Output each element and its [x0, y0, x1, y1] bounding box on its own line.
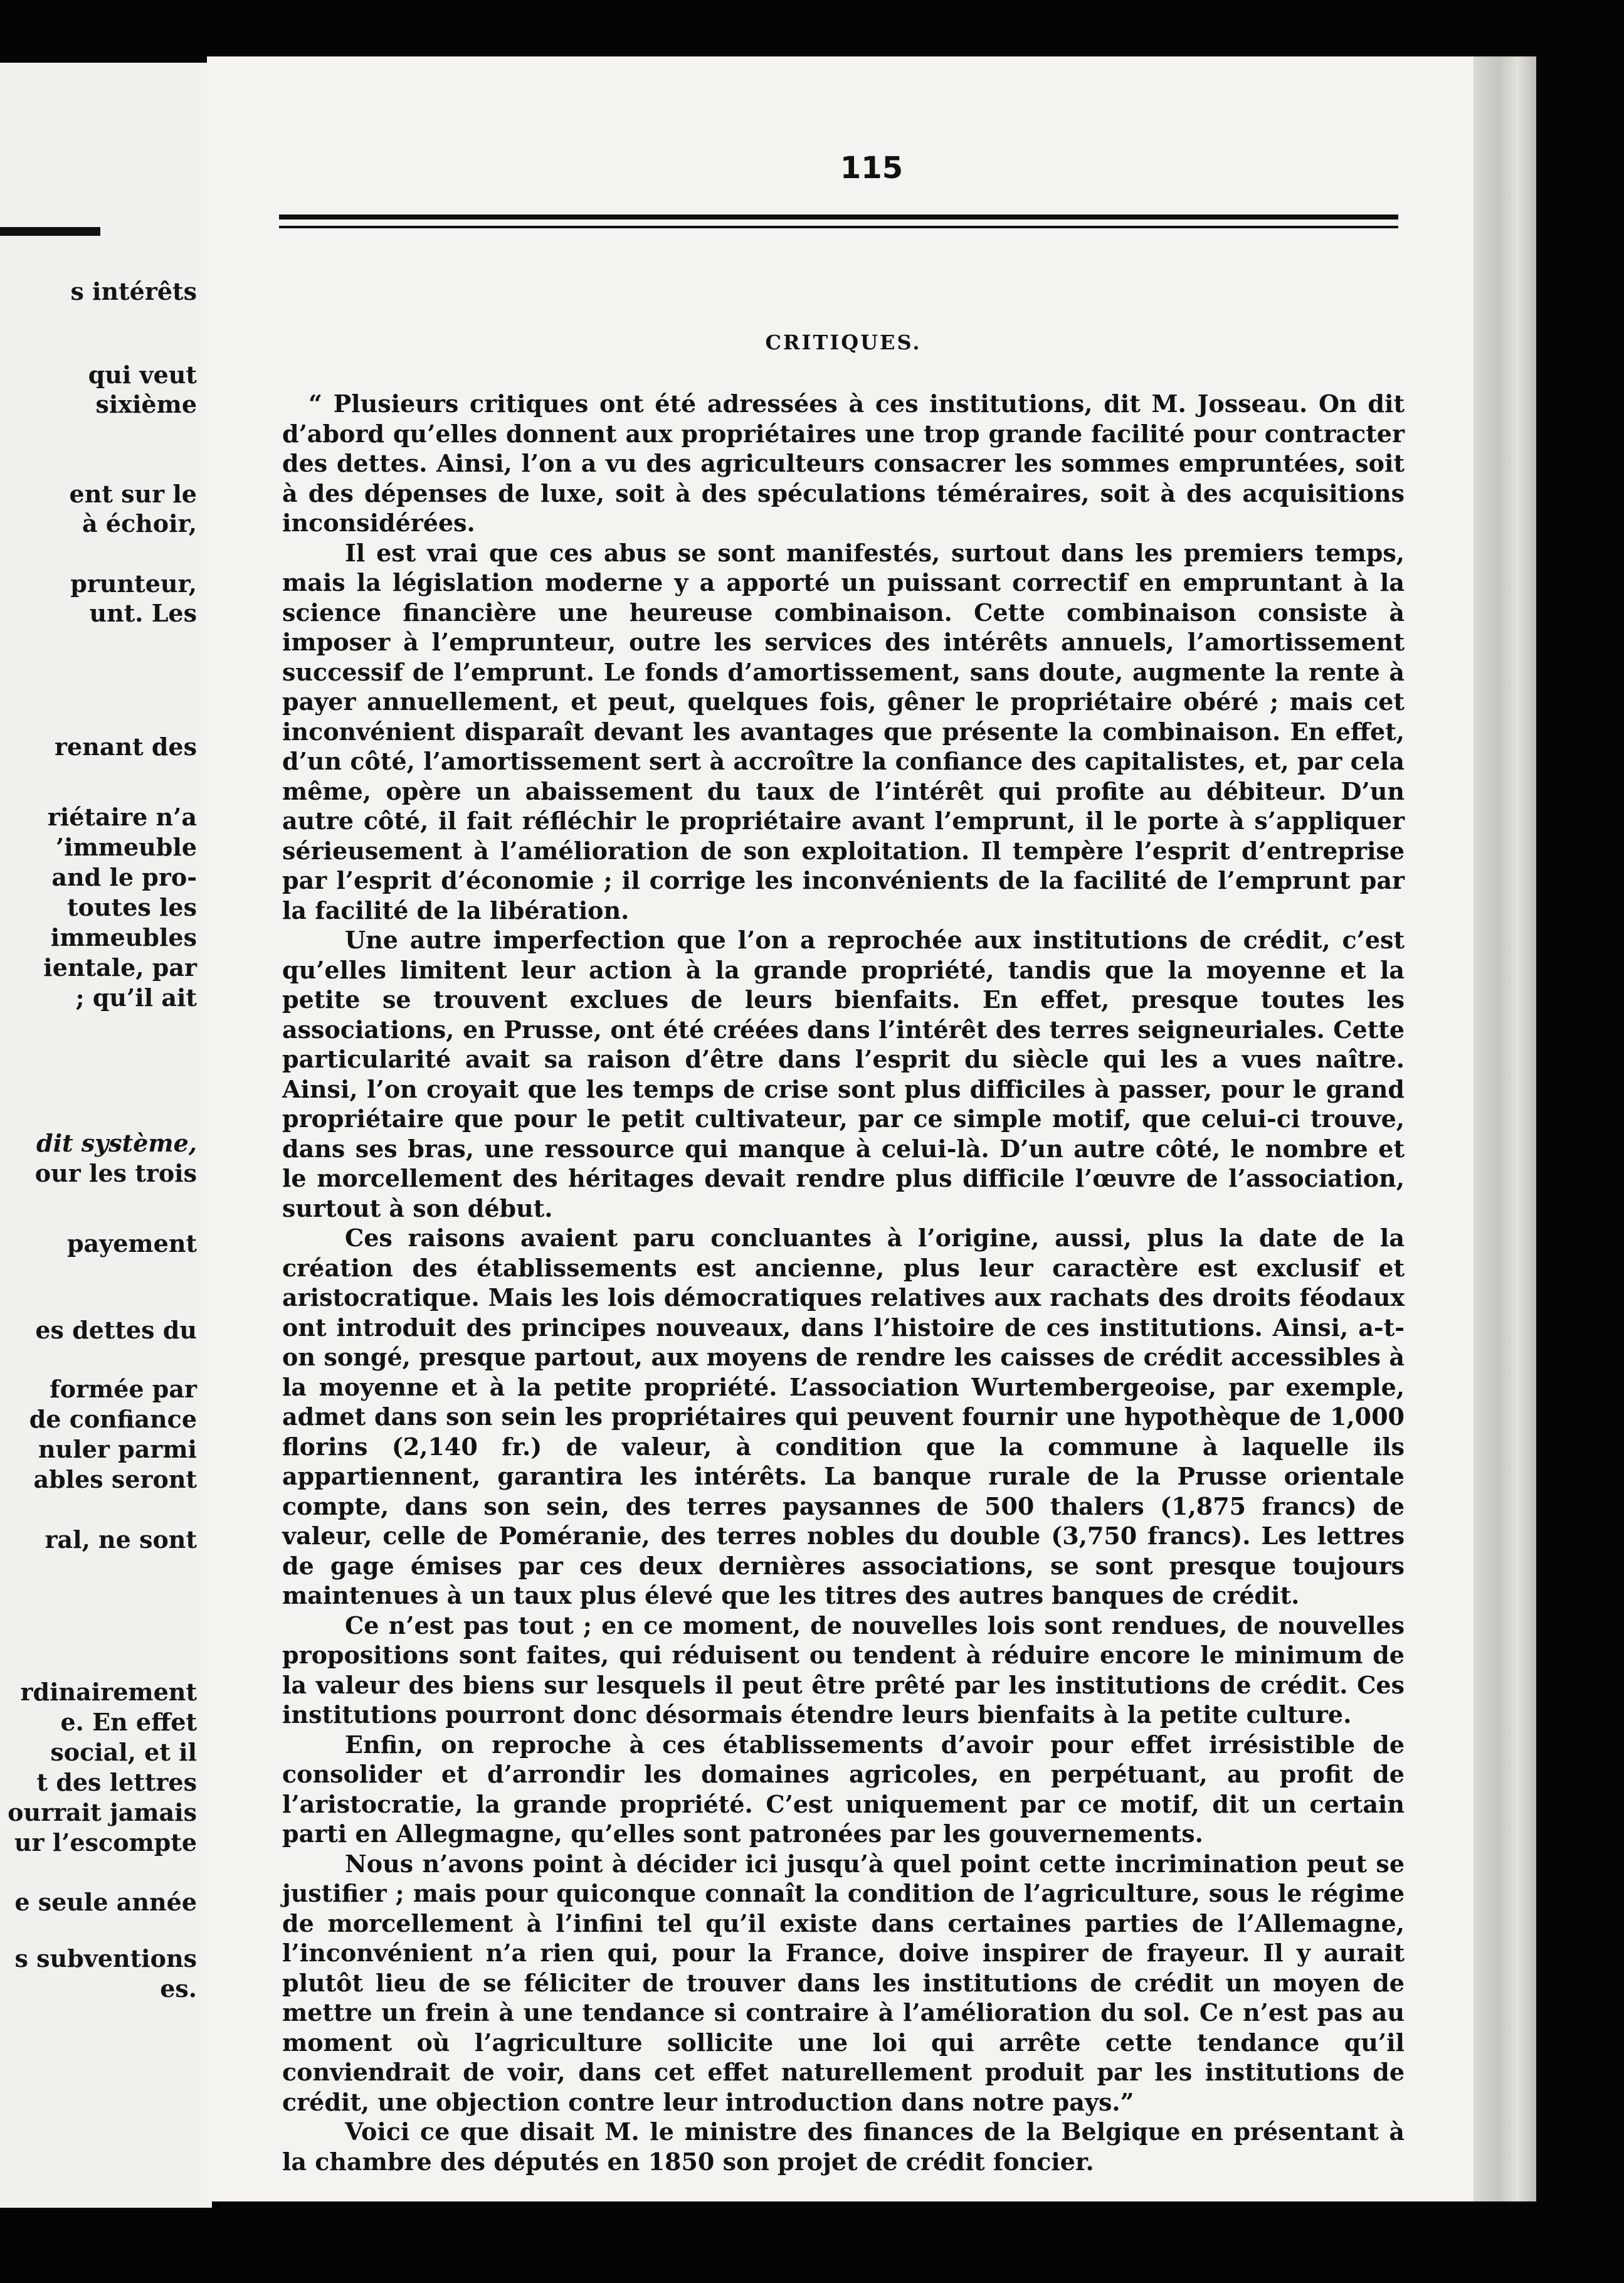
- page-edge-shadow: [1474, 56, 1536, 2201]
- text-fragment: riétaire n’a: [47, 803, 197, 831]
- text-fragment: à échoir,: [82, 509, 197, 538]
- text-fragment: e. En effet: [60, 1708, 197, 1736]
- paragraph: Nous n’avons point à décider ici jusqu’à quel point cette incrimination peut se justifier ; mais pour quiconque connaît la condition de l’agriculture, sous le régime de morcellement à l’infini tel qu’il existe dans certaines parties de l’Allemagne, l’inconvénient n’a rien qui, pour la France, doive inspirer de frayeur. Il y aurait plutôt lieu de se féliciter de trouver dans les institutions de crédit un moyen de mettre un frein à une tendance si contraire à l’amélioration du sol. Ce n’est pas au moment où l’agriculture sollicite une loi qui arrête cette tendance qu’il conviendrait de voir, dans cet effet naturellement produit par les institutions de crédit, une objection contre leur introduction dans notre pays.”: [282, 1849, 1405, 2116]
- text-fragment: es.: [160, 1974, 197, 2003]
- text-fragment: sixième: [95, 390, 197, 418]
- text-fragment: ur l’escompte: [14, 1828, 197, 1857]
- text-fragment: renant des: [55, 733, 197, 761]
- paragraph: “ Plusieurs critiques ont été adressées à ces institutions, dit M. Josseau. On dit d’abord qu’elles donnent aux propriétaires une trop grande facilité pour contracter des dettes. Ainsi, l’on a vu des agriculteurs consacrer les sommes empruntées, soit à des dépenses de luxe, soit à des spéculations téméraires, soit à des acquisitions inconsidérées.: [282, 389, 1405, 537]
- header-rule: [279, 215, 1398, 228]
- text-fragment: immeubles: [50, 923, 197, 951]
- text-fragment: our les trois: [34, 1159, 197, 1187]
- previous-page-fragment: [0, 63, 212, 2208]
- text-fragment: qui veut: [88, 361, 197, 389]
- text-fragment: ourrait jamais: [8, 1798, 197, 1826]
- text-fragment: de confiance: [29, 1405, 197, 1433]
- text-fragment: s subventions: [14, 1944, 197, 1973]
- paragraph: Ces raisons avaient paru concluantes à l’origine, aussi, plus la date de la création des établissements est ancienne, plus leur caractère est exclusif et aristocratique. Mais les lois démocratiques relatives aux rachats des droits féodaux ont introduit des principes nouveaux, dans l’histoire de ces institutions. Ainsi, a-t-on songé, presque partout, aux moyens de rendre les caisses de crédit accessibles à la moyenne et à la petite propriété. L’association Wurtembergeoise, par exemple, admet dans son sein les propriétaires qui peuvent fournir une hypothèque de 1,000 florins (2,140 fr.) de valeur, à condition que la commune à laquelle ils appartiennent, garantira les intérêts. La banque rurale de la Prusse orientale compte, dans son sein, des terres paysannes de 500 thalers (1,875 francs) de valeur, celle de Poméranie, des terres nobles du double (3,750 francs). Les lettres de gage émises par ces deux dernières associations, se sont presque toujours maintenues à un taux plus élevé que les titres des autres banques de crédit.: [282, 1224, 1405, 1609]
- paragraph: Il est vrai que ces abus se sont manifestés, surtout dans les premiers temps, mais la législation moderne y a apporté un puissant correctif en empruntant à la science financière une heureuse combinaison. Cette combinaison consiste à imposer à l’emprunteur, outre les services des intérêts annuels, l’amortissement successif de l’emprunt. Le fonds d’amortissement, sans doute, augmente la rente à payer annuellement, et peut, quelques fois, gêner le propriétaire obéré ; mais cet inconvénient disparaît devant les avantages que présente la combinaison. En effet, d’un côté, l’amortissement sert à accroître la confiance des capitalistes, et, par cela même, opère un abaissement du taux de l’intérêt qui profite au débiteur. D’un autre côté, il fait réfléchir le propriétaire avant l’emprunt, il le porte à s’appliquer sérieusement à l’amélioration de son exploitation. Il tempère l’esprit d’entreprise par l’esprit d’économie ; il corrige les inconvénients de la facilité de l’emprunt par la facilité de la libération.: [282, 538, 1405, 924]
- page-number: 115: [840, 151, 904, 186]
- section-heading: CRITIQUES.: [765, 331, 922, 354]
- text-fragment: ent sur le: [69, 480, 197, 508]
- paragraph: Voici ce que disait M. le ministre des finances de la Belgique en présentant à la chambre des députés en 1850 son projet de crédit foncier.: [282, 2117, 1405, 2176]
- text-fragment: payement: [66, 1229, 197, 1258]
- text-fragment: rdinairement: [20, 1678, 197, 1706]
- paragraph: Une autre imperfection que l’on a reprochée aux institutions de crédit, c’est qu’elles limitent leur action à la grande propriété, tandis que la moyenne et la petite se trouvent exclues de leurs bienfaits. En effet, presque toutes les associations, en Prusse, ont été créées dans l’intérêt des terres seigneuriales. Cette particularité avait sa raison d’être dans l’esprit du siècle qui les a vues naître. Ainsi, l’on croyait que les temps de crise sont plus difficiles à passer, pour le grand propriétaire que pour le petit cultivateur, par ce simple motif, que celui-ci trouve, dans ses bras, une ressource qui manque à celui-là. D’un autre côté, le nombre et le morcellement des héritages devait rendre plus difficile l’œuvre de l’association, surtout à son début.: [282, 926, 1405, 1222]
- paragraph-list: [282, 389, 1405, 2176]
- text-fragment: ; qu’il ait: [75, 983, 197, 1012]
- text-fragment: e seule année: [14, 1888, 197, 1916]
- text-fragment: dit système,: [36, 1129, 197, 1157]
- header-rule-fragment: [0, 227, 100, 236]
- text-fragment: t des lettres: [36, 1768, 197, 1796]
- text-fragment: ientale, par: [43, 953, 197, 982]
- text-fragment: s intérêts: [70, 277, 197, 305]
- text-fragment: formée par: [50, 1375, 197, 1403]
- text-fragment: nuler parmi: [38, 1435, 197, 1463]
- paragraph: Enfin, on reproche à ces établissements d’avoir pour effet irrésistible de consolider et d’arrondir les domaines agricoles, en perpétuant, au profit de l’aristocratie, la grande propriété. C’est uniquement par ce motif, dit un certain parti en Allegmagne, qu’elles sont patronées par les gouvernements.: [282, 1730, 1405, 1848]
- text-fragment: toutes les: [67, 893, 197, 921]
- text-fragment: ral, ne sont: [45, 1525, 197, 1554]
- text-fragment: prunteur,: [70, 569, 197, 598]
- text-fragment: unt. Les: [89, 599, 197, 627]
- text-fragment: ’immeuble: [55, 833, 197, 861]
- paragraph: Ce n’est pas tout ; en ce moment, de nouvelles lois sont rendues, de nouvelles propositions sont faites, qui réduisent ou tendent à réduire encore le minimum de la valeur des biens sur lesquels il peut être prêté par les institutions de crédit. Ces institutions pourront donc désormais étendre leurs bienfaits à la petite culture.: [282, 1611, 1405, 1729]
- text-fragment: es dettes du: [35, 1316, 197, 1344]
- text-fragment: and le pro-: [51, 863, 197, 891]
- text-fragment: social, et il: [50, 1738, 197, 1766]
- text-fragment: ables seront: [33, 1465, 197, 1493]
- book-page: [207, 56, 1536, 2201]
